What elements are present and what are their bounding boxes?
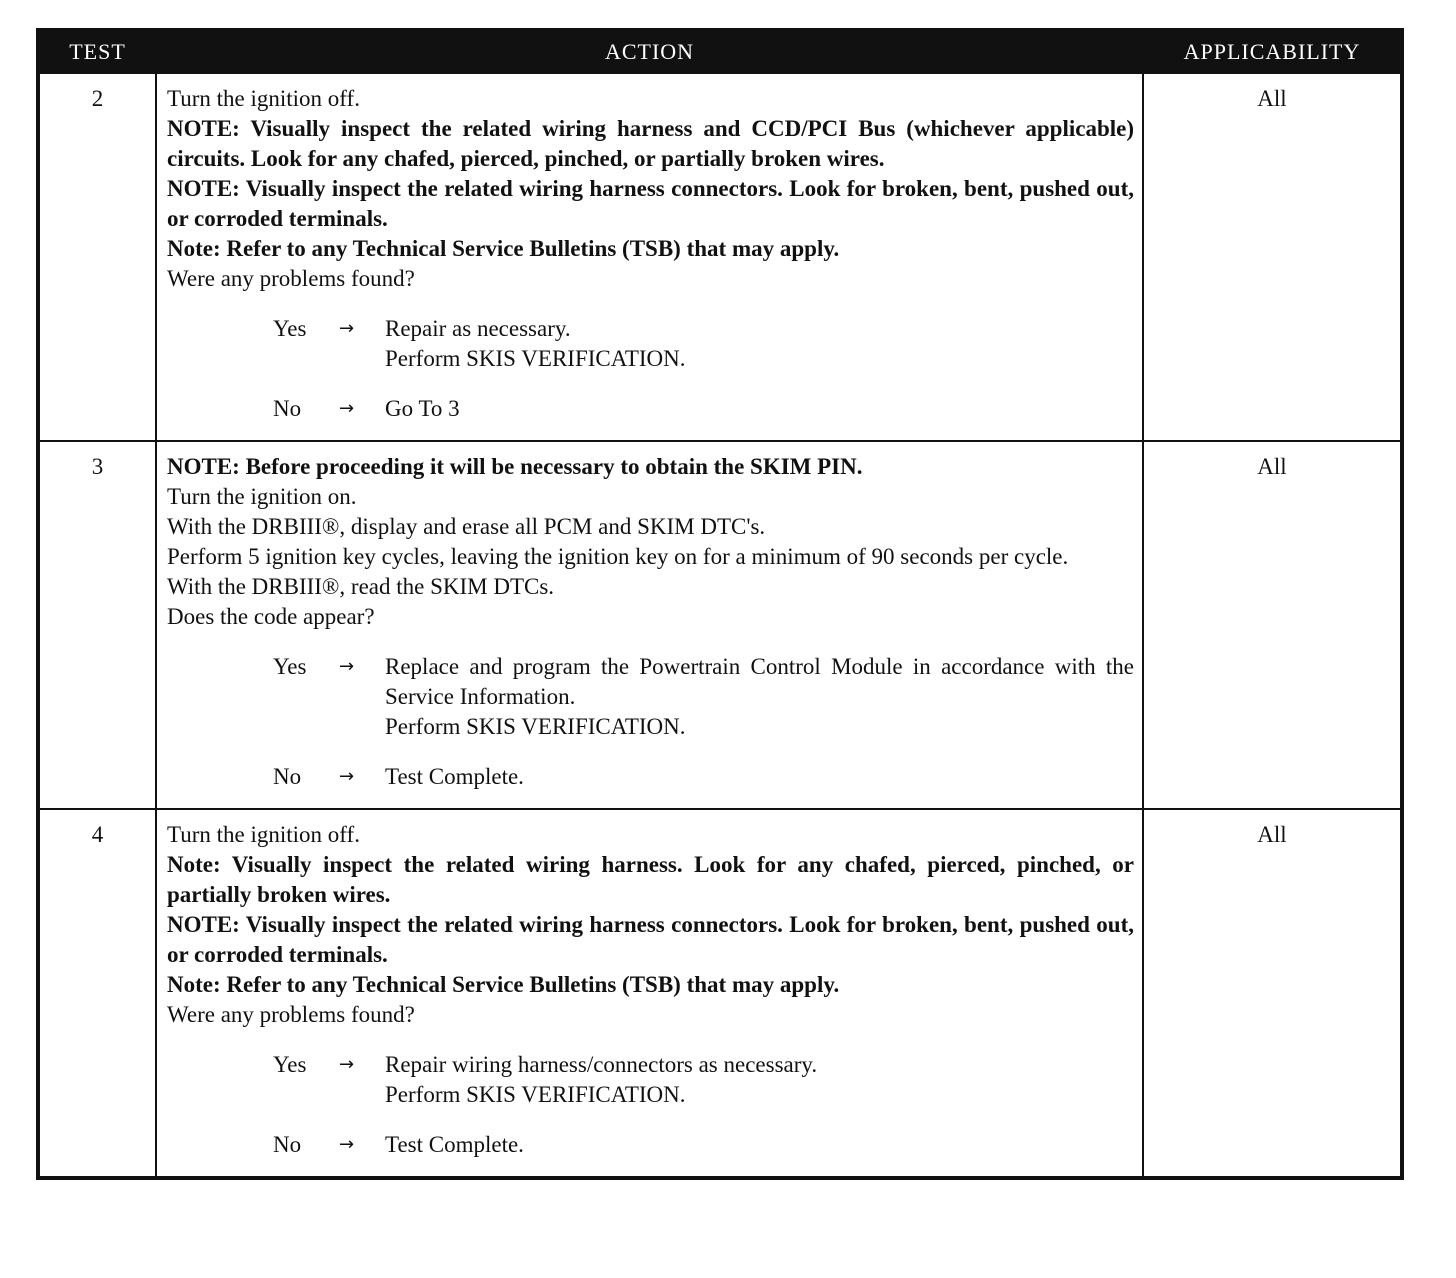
table-row [38, 809, 1402, 1178]
table-header-row [38, 30, 1402, 73]
outcome-result-line: Perform SKIS VERIFICATION. [385, 1082, 686, 1107]
action-cell [156, 441, 1143, 809]
instruction-line: Does the code appear? [167, 604, 375, 629]
outcome-result-line: Test Complete. [385, 1132, 524, 1157]
instruction-line: Perform 5 ignition key cycles, leaving the ignition key on for a minimum of 90 seconds per cycle. [167, 544, 1069, 569]
arrow-right-icon: → [339, 766, 355, 787]
outcome-result-line: Perform SKIS VERIFICATION. [385, 714, 686, 739]
instruction-line: Turn the ignition off. [167, 86, 360, 111]
outcome-label: Yes [273, 654, 307, 679]
outcome-result-line: Go To 3 [385, 396, 460, 421]
test-number: 4 [38, 809, 156, 1178]
note-line: Note: Refer to any Technical Service Bulletins (TSB) that may apply. [167, 236, 840, 261]
outcome-label: Yes [273, 316, 307, 341]
outcome-result [385, 1130, 1134, 1160]
outcome-yes [167, 652, 1134, 742]
header-applicability: APPLICABILITY [1143, 30, 1402, 73]
test-number: 3 [38, 441, 156, 809]
instruction-line: Were any problems found? [167, 1002, 415, 1027]
diagnostic-test-table [36, 28, 1404, 1180]
outcome-list [167, 652, 1134, 792]
arrow-right-icon: → [339, 318, 355, 339]
instruction-line: With the DRBIII®, read the SKIM DTCs. [167, 574, 555, 599]
outcome-label: No [273, 1132, 302, 1157]
instruction-line: Turn the ignition off. [167, 822, 360, 847]
outcome-no [167, 394, 1134, 424]
note-line: NOTE: Visually inspect the related wiring harness and CCD/PCI Bus (whichever applicable) circuits. Look for any chafed, pierced, pinched, or partially broken wires. [167, 116, 1134, 171]
outcome-result-line: Replace and program the Powertrain Control Module in accordance with the Service Information. [385, 654, 1134, 709]
action-cell [156, 73, 1143, 441]
arrow-right-icon: → [339, 1054, 355, 1075]
header-action: ACTION [156, 30, 1143, 73]
outcome-list [167, 1050, 1134, 1160]
instruction-line: Turn the ignition on. [167, 484, 357, 509]
outcome-result-line: Perform SKIS VERIFICATION. [385, 346, 686, 371]
outcome-list [167, 314, 1134, 424]
outcome-result-line: Repair wiring harness/connectors as necessary. [385, 1052, 818, 1077]
table-body [38, 73, 1402, 1178]
outcome-yes [167, 1050, 1134, 1110]
action-cell [156, 809, 1143, 1178]
arrow-right-icon: → [339, 1134, 355, 1155]
outcome-result [385, 314, 1134, 374]
note-line: NOTE: Visually inspect the related wiring harness connectors. Look for broken, bent, pushed out, or corroded terminals. [167, 176, 1134, 231]
instruction-line: With the DRBIII®, display and erase all PCM and SKIM DTC's. [167, 514, 766, 539]
note-line: NOTE: Before proceeding it will be necessary to obtain the SKIM PIN. [167, 454, 863, 479]
table-row [38, 441, 1402, 809]
outcome-result [385, 394, 1134, 424]
arrow-right-icon: → [339, 656, 355, 677]
note-line: NOTE: Visually inspect the related wiring harness connectors. Look for broken, bent, pushed out, or corroded terminals. [167, 912, 1134, 967]
outcome-result [385, 1050, 1134, 1110]
note-line: Note: Visually inspect the related wiring harness. Look for any chafed, pierced, pinched, or partially broken wires. [167, 852, 1134, 907]
outcome-result-line: Test Complete. [385, 764, 524, 789]
table-row [38, 73, 1402, 441]
outcome-label: No [273, 764, 302, 789]
applicability-value: All [1143, 441, 1402, 809]
test-number: 2 [38, 73, 156, 441]
outcome-result [385, 652, 1134, 742]
outcome-no [167, 762, 1134, 792]
header-test: TEST [38, 30, 156, 73]
applicability-value: All [1143, 809, 1402, 1178]
outcome-no [167, 1130, 1134, 1160]
arrow-right-icon: → [339, 398, 355, 419]
outcome-result [385, 762, 1134, 792]
outcome-yes [167, 314, 1134, 374]
outcome-label: Yes [273, 1052, 307, 1077]
outcome-label: No [273, 396, 302, 421]
applicability-value: All [1143, 73, 1402, 441]
instruction-line: Were any problems found? [167, 266, 415, 291]
note-line: Note: Refer to any Technical Service Bulletins (TSB) that may apply. [167, 972, 840, 997]
outcome-result-line: Repair as necessary. [385, 316, 571, 341]
